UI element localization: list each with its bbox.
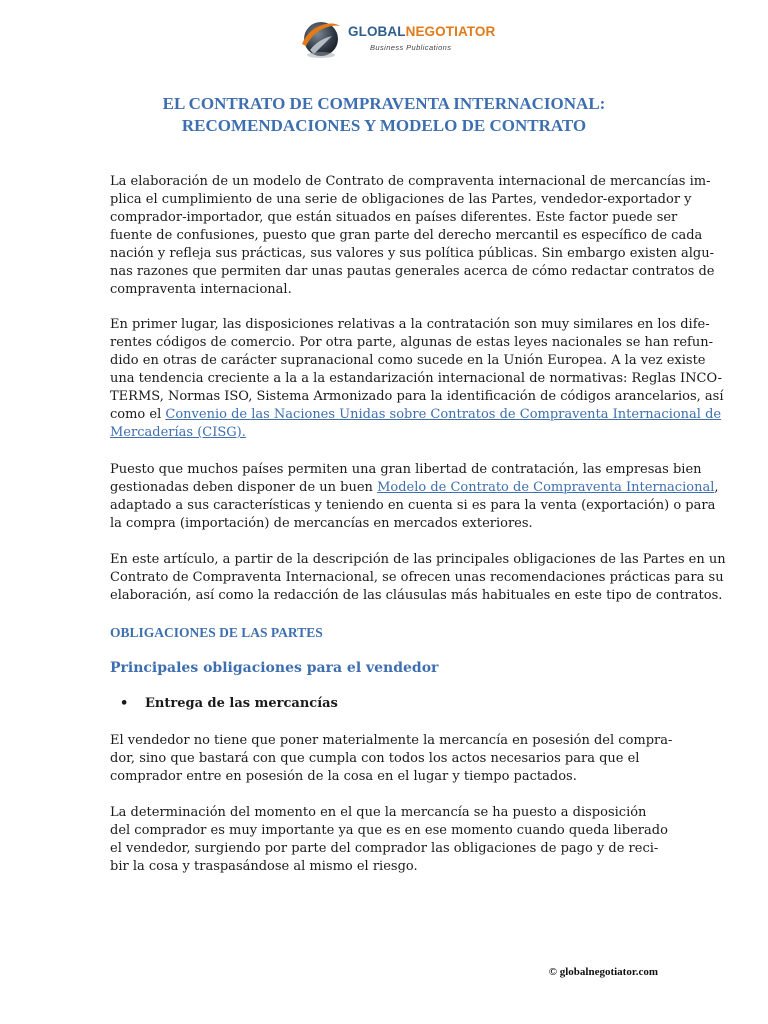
- logo-tagline: Business Publications: [370, 43, 452, 52]
- text-line: bir la cosa y traspasándose al mismo el riesgo.: [110, 859, 418, 874]
- text-line: dor, sino que bastará con que cumpla con todos los actos necesarios para que el: [110, 751, 640, 766]
- paragraph-intro: [110, 173, 715, 299]
- text-line: La elaboración de un modelo de Contrato de compraventa internacional de mercancías im-: [110, 174, 711, 189]
- paragraph-model-contract: [110, 461, 719, 533]
- logo-wordmark: GLOBALNEGOTIATOR: [348, 24, 496, 39]
- text-line: En este artículo, a partir de la descripción de las principales obligaciones de las Partes en un: [110, 552, 726, 567]
- text-line: comprador entre en posesión de la cosa en el lugar y tiempo pactados.: [110, 769, 577, 784]
- text-line: elaboración, así como la redacción de las cláusulas más habituales en este tipo de contratos.: [110, 588, 723, 603]
- text-line: [110, 424, 658, 442]
- text-line: adaptado a sus características y teniendo en cuenta si es para la venta (exportación) o para: [110, 498, 716, 513]
- globe-logo-icon: [296, 14, 342, 60]
- paragraph-article-scope: [110, 551, 726, 605]
- text-line: fuente de confusiones, puesto que gran parte del derecho mercantil es específico de cada: [110, 228, 703, 243]
- text-line: TERMS, Normas ISO, Sistema Armonizado para la identificación de códigos arancelarios, así: [110, 389, 724, 404]
- bullet-item-label: Entrega de las mercancías: [145, 696, 338, 711]
- text-line: plica el cumplimiento de una serie de obligaciones de las Partes, vendedor-exportador y: [110, 192, 692, 207]
- text-line: En primer lugar, las disposiciones relativas a la contratación son muy similares en los dife-: [110, 317, 710, 332]
- text-line: nas razones que permiten dar unas pautas generales acerca de cómo redactar contratos de: [110, 264, 715, 279]
- text-line: el vendedor, surgiendo por parte del comprador las obligaciones de pago y de reci-: [110, 841, 659, 856]
- text-line: Contrato de Compraventa Internacional, se ofrecen unas recomendaciones prácticas para su: [110, 570, 724, 585]
- model-contract-link[interactable]: Modelo de Contrato de Compraventa Internacional: [377, 480, 715, 495]
- text-line: rentes códigos de comercio. Por otra parte, algunas de estas leyes nacionales se han refun-: [110, 335, 714, 350]
- title-line-1: EL CONTRATO DE COMPRAVENTA INTERNACIONAL:: [162, 94, 606, 113]
- text-line: como el Convenio de las Naciones Unidas sobre Contratos de Compraventa Internacional de: [110, 407, 722, 422]
- text-line: comprador-importador, que están situados en países diferentes. Este factor puede ser: [110, 210, 678, 225]
- brand-logo: [296, 14, 496, 62]
- document-title: [110, 93, 658, 137]
- text-line: nación y refleja sus prácticas, sus valores y sus política públicas. Sin embargo existen algu-: [110, 246, 715, 261]
- text-line: la compra (importación) de mercancías en mercados exteriores.: [110, 516, 533, 531]
- subsection-heading: Principales obligaciones para el vendedor: [110, 660, 439, 676]
- footer-copyright: © globalnegotiator.com: [548, 966, 658, 978]
- text-line: del comprador es muy importante ya que es en ese momento cuando queda liberado: [110, 823, 668, 838]
- paragraph-risk-transfer: [110, 804, 668, 876]
- section-heading: OBLIGACIONES DE LAS PARTES: [110, 625, 323, 640]
- text-line: El vendedor no tiene que poner materialmente la mercancía en posesión del compra-: [110, 733, 673, 748]
- bullet-item: [120, 696, 338, 711]
- bullet-icon: •: [120, 696, 129, 711]
- text-line: compraventa internacional.: [110, 282, 292, 297]
- text-line: gestionadas deben disponer de un buen Modelo de Contrato de Compraventa Internacional,: [110, 480, 719, 495]
- text-line: dido en otras de carácter supranacional como sucede en la Unión Europea. A la vez existe: [110, 353, 706, 368]
- paragraph-regulations: [110, 316, 724, 442]
- title-line-2: RECOMENDACIONES Y MODELO DE CONTRATO: [181, 116, 587, 135]
- text-line: La determinación del momento en el que la mercancía se ha puesto a disposición: [110, 805, 647, 820]
- text-line: una tendencia creciente a la a la estandarización internacional de normativas: Reglas INCO-: [110, 371, 723, 386]
- paragraph-delivery: [110, 732, 673, 786]
- cisg-link[interactable]: Convenio de las Naciones Unidas sobre Contratos de Compraventa Internacional de: [165, 407, 722, 422]
- text-line: Puesto que muchos países permiten una gran libertad de contratación, las empresas bien: [110, 462, 702, 477]
- cisg-link-continued[interactable]: Mercaderías (CISG).: [110, 425, 246, 440]
